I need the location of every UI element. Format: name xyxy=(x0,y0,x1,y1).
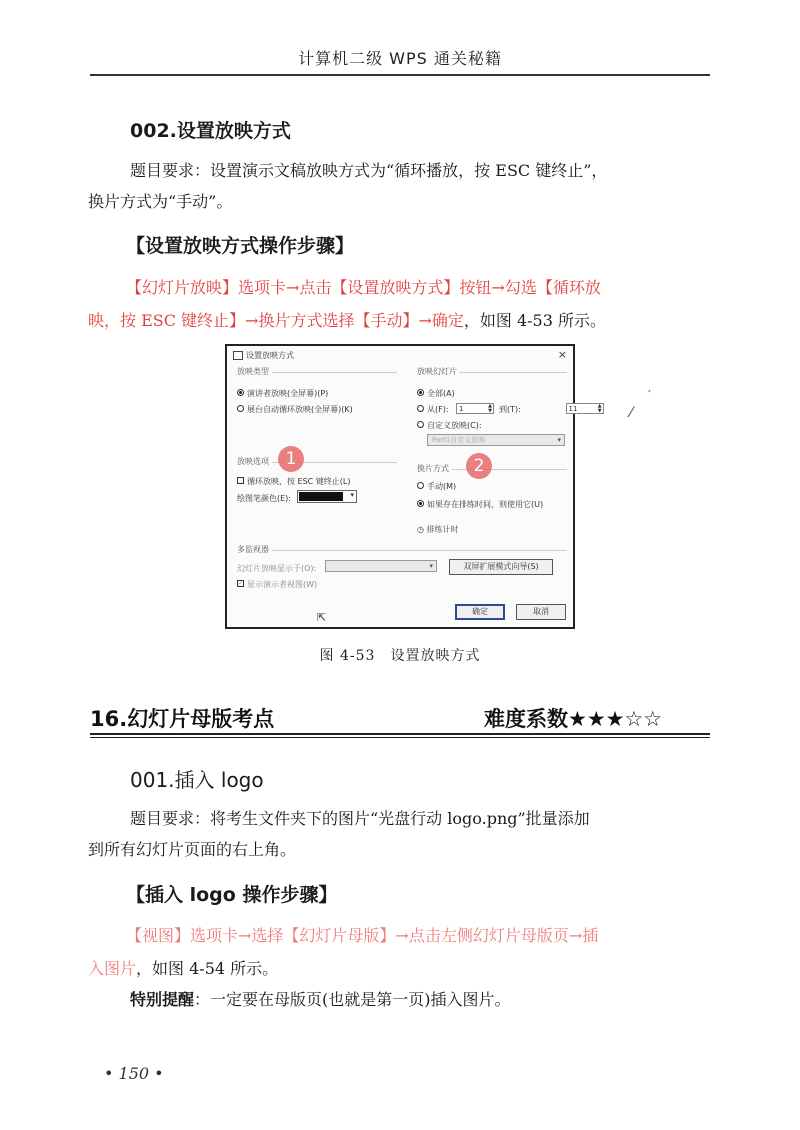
checkbox-icon xyxy=(237,477,244,484)
logo-steps-line-2-red: 入图片 xyxy=(88,959,137,978)
callout-badge-1: 1 xyxy=(278,446,304,472)
difficulty-stars: ★★★☆☆ xyxy=(568,707,663,731)
monitor-select[interactable] xyxy=(325,560,437,572)
show-type-kiosk-radio[interactable] xyxy=(237,404,353,415)
radio-label: 演讲者放映(全屏幕)(P) xyxy=(247,389,329,398)
to-label: 到(T): xyxy=(499,405,521,414)
advance-group-label: 换片方式 xyxy=(417,464,449,473)
radio-icon xyxy=(417,421,424,428)
steps-line-1: 【幻灯片放映】选项卡→点击【设置放映方式】按钮→勾选【循环放 xyxy=(126,278,601,297)
logo-steps-title: 【插入 logo 操作步骤】 xyxy=(126,884,338,906)
slides-range-radio[interactable] xyxy=(417,404,449,415)
to-spinner[interactable] xyxy=(566,403,604,414)
cancel-button[interactable]: 取消 xyxy=(516,604,566,620)
pen-color-swatch xyxy=(299,492,343,501)
slides-all-radio[interactable] xyxy=(417,388,455,399)
radio-icon xyxy=(417,482,424,489)
radio-icon xyxy=(237,405,244,412)
chapter-rule-bottom xyxy=(90,737,710,738)
radio-icon xyxy=(417,405,424,412)
radio-selected-icon xyxy=(237,389,244,396)
checkbox-checked-icon: ✓ xyxy=(238,580,244,587)
radio-selected-icon xyxy=(417,389,424,396)
special-note xyxy=(130,984,511,1016)
section-heading-002: 002.设置放映方式 xyxy=(130,120,291,142)
pen-color-picker[interactable] xyxy=(297,490,357,503)
ok-button[interactable]: 确定 xyxy=(455,604,505,620)
page-number: • 150 • xyxy=(104,1064,164,1083)
from-label: 从(F): xyxy=(427,405,449,414)
slides-custom-radio[interactable] xyxy=(417,420,482,431)
close-icon[interactable]: × xyxy=(557,348,567,361)
dialog-app-icon xyxy=(233,351,243,360)
show-type-presenter-radio[interactable] xyxy=(237,388,328,399)
from-value: 1 xyxy=(459,405,464,413)
radio-label: 全部(A) xyxy=(427,389,455,398)
show-type-group-label: 放映类型 xyxy=(237,367,269,376)
margin-mark: ⁄ xyxy=(630,405,633,421)
slide-show-settings-dialog xyxy=(225,344,602,629)
dialog-title-text: 设置放映方式 xyxy=(246,351,294,360)
dual-screen-wizard-button[interactable]: 双屏扩展模式向导(S) xyxy=(449,559,553,575)
slides-group-label: 放映幻灯片 xyxy=(417,367,457,376)
group-divider xyxy=(459,372,567,373)
chevron-down-icon: ▾ xyxy=(429,562,433,570)
chapter-rule-top xyxy=(90,733,710,735)
logo-requirement-line-2: 到所有幻灯片页面的右上角。 xyxy=(88,840,297,859)
header-rule xyxy=(90,74,710,76)
special-note-text: ：一定要在母版页(也就是第一页)插入图片。 xyxy=(194,990,511,1009)
spinner-arrows-icon: ▲ ▼ xyxy=(488,403,492,414)
dialog-title xyxy=(233,350,294,361)
logo-steps-line-2 xyxy=(88,953,278,985)
options-group-label: 放映选项 xyxy=(237,457,269,466)
advance-manual-radio[interactable] xyxy=(417,481,456,492)
group-divider xyxy=(272,372,397,373)
steps-line-2-red: 映，按 ESC 键终止】→换片方式选择【手动】→确定 xyxy=(88,311,464,330)
chapter-heading-16: 16.幻灯片母版考点 xyxy=(90,707,275,731)
chevron-down-icon: ▾ xyxy=(557,436,561,444)
logo-requirement-line-1: 题目要求：将考生文件夹下的图片“光盘行动 logo.png”批量添加 xyxy=(130,809,590,828)
steps-title: 【设置放映方式操作步骤】 xyxy=(126,235,355,257)
pen-color-label: 绘图笔颜色(E): xyxy=(237,494,291,503)
from-spinner[interactable] xyxy=(456,403,494,414)
mouse-pointer-icon: ⇱ xyxy=(317,611,327,624)
radio-selected-icon xyxy=(417,500,424,507)
rehearse-timings-link[interactable] xyxy=(417,524,459,535)
section-heading-001: 001.插入 logo xyxy=(130,768,264,792)
advance-timings-radio[interactable] xyxy=(417,499,543,510)
clock-icon: ◷ xyxy=(417,525,424,534)
loop-until-esc-checkbox[interactable] xyxy=(237,476,351,487)
special-note-label: 特别提醒 xyxy=(130,990,195,1009)
figure-caption: 图 4-53 设置放映方式 xyxy=(319,648,481,664)
running-header: 计算机二级 WPS 通关秘籍 xyxy=(298,49,502,68)
select-value: Part1自定义放映 xyxy=(432,436,486,444)
steps-line-2 xyxy=(88,305,606,337)
multi-monitor-group-label: 多监视器 xyxy=(237,545,269,554)
spinner-arrows-icon: ▲ ▼ xyxy=(597,403,602,414)
radio-label: 如果存在排练时间，则使用它(U) xyxy=(427,500,544,509)
steps-line-2-black: ，如图 4-53 所示。 xyxy=(463,311,606,330)
chevron-down-icon: ▾ xyxy=(350,491,354,499)
to-value: 11 xyxy=(568,405,578,413)
custom-show-select[interactable] xyxy=(427,434,565,446)
show-on-label: 幻灯片放映显示于(O): xyxy=(237,564,317,573)
logo-steps-line-1: 【视图】选项卡→选择【幻灯片母版】→点击左侧幻灯片母版页→插 xyxy=(126,926,599,945)
rehearse-label: 排练计时 xyxy=(426,525,459,534)
difficulty-rating xyxy=(484,703,662,733)
margin-mark: ′ xyxy=(648,388,651,402)
checkbox-label: 循环放映，按 ESC 键终止(L) xyxy=(247,477,351,486)
difficulty-label: 难度系数 xyxy=(484,707,568,731)
checkbox-label: 显示演示者视图(W) xyxy=(247,580,318,589)
requirement-line-1: 题目要求：设置演示文稿放映方式为“循环播放，按 ESC 键终止”， xyxy=(130,161,608,180)
radio-label: 手动(M) xyxy=(427,482,457,491)
radio-label: 展台自动循环放映(全屏幕)(K) xyxy=(247,405,353,414)
callout-badge-2: 2 xyxy=(466,453,492,479)
group-divider xyxy=(272,550,567,551)
requirement-line-2: 换片方式为“手动”。 xyxy=(88,192,233,211)
radio-label: 自定义放映(C): xyxy=(427,421,482,430)
presenter-view-checkbox[interactable] xyxy=(237,579,317,590)
logo-steps-line-2-black: ，如图 4-54 所示。 xyxy=(136,959,279,978)
